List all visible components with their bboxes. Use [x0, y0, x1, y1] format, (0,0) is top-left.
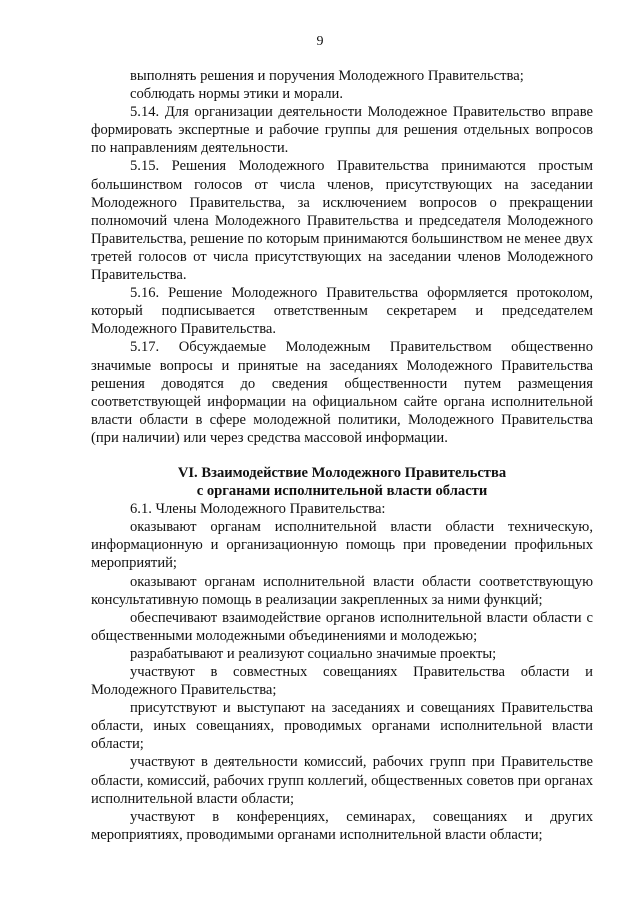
paragraph-5-15: 5.15. Решения Молодежного Правительства принимаются простым большинством голосов от числа членов, присутствующих на заседании Молодежного Правительства, за исключением вопросов о прекращении полномочий члена Молодежного Правительства и председателя Молодежного Правительства, решение по которым принимаются большинством не менее двух третей голосов от числа присутствующих на заседании членов Молодежного Правительства.	[91, 158, 593, 284]
paragraph-5-14: 5.14. Для организации деятельности Молодежное Правительство вправе формировать экспертные и рабочие группы для решения отдельных вопросов по направлениям деятельности.	[91, 104, 593, 157]
page-number: 9	[316, 34, 324, 49]
list-item: разрабатывают и реализуют социально значимые проекты;	[130, 645, 497, 662]
paragraph: соблюдать нормы этики и морали.	[130, 86, 343, 103]
list-item: оказывают органам исполнительной власти области соответствующую консультативную помощь в реализации закрепленных за ними функций;	[91, 573, 593, 608]
section-heading	[91, 464, 593, 500]
section-heading-line-1: VI. Взаимодействие Молодежного Правительства	[177, 464, 507, 481]
list-item: участвуют в конференциях, семинарах, совещаниях и других мероприятиях, проводимыми органами исполнительной власти области;	[91, 808, 593, 843]
paragraph-5-17: 5.17. Обсуждаемые Молодежным Правительством общественно значимые вопросы и принятые на заседаниях Молодежного Правительства решения доводятся до сведения общественности путем размещения соответствующей информации на официальном сайте органа исполнительной власти области в сфере молодежной политики, Молодежного Правительства (при наличии) или через средства массовой информации.	[91, 339, 593, 446]
list-item: оказывают органам исполнительной власти области техническую, информационную и организационную помощь при проведении профильных мероприятий;	[91, 519, 593, 572]
paragraph-5-16: 5.16. Решение Молодежного Правительства оформляется протоколом, который подписывается ответственным секретарем и председателем Молодежного Правительства.	[91, 285, 593, 338]
list-item: участвуют в совместных совещаниях Правительства области и Молодежного Правительства;	[91, 664, 593, 699]
paragraph: выполнять решения и поручения Молодежного Правительства;	[130, 68, 524, 84]
list-item: обеспечивают взаимодействие органов исполнительной власти области с общественными молодежными объединениями и молодежью;	[91, 609, 593, 644]
list-item: присутствуют и выступают на заседаниях и совещаниях Правительства области, иных совещаниях, проводимых органами исполнительной власти области;	[91, 700, 593, 753]
section-heading-line-2: с органами исполнительной власти области	[196, 483, 488, 500]
paragraph-6-1: 6.1. Члены Молодежного Правительства:	[130, 501, 386, 518]
list-item: участвуют в деятельности комиссий, рабочих групп при Правительстве области, комиссий, рабочих групп коллегий, общественных советов при органах исполнительной власти области;	[91, 754, 593, 807]
document-body	[91, 67, 593, 844]
